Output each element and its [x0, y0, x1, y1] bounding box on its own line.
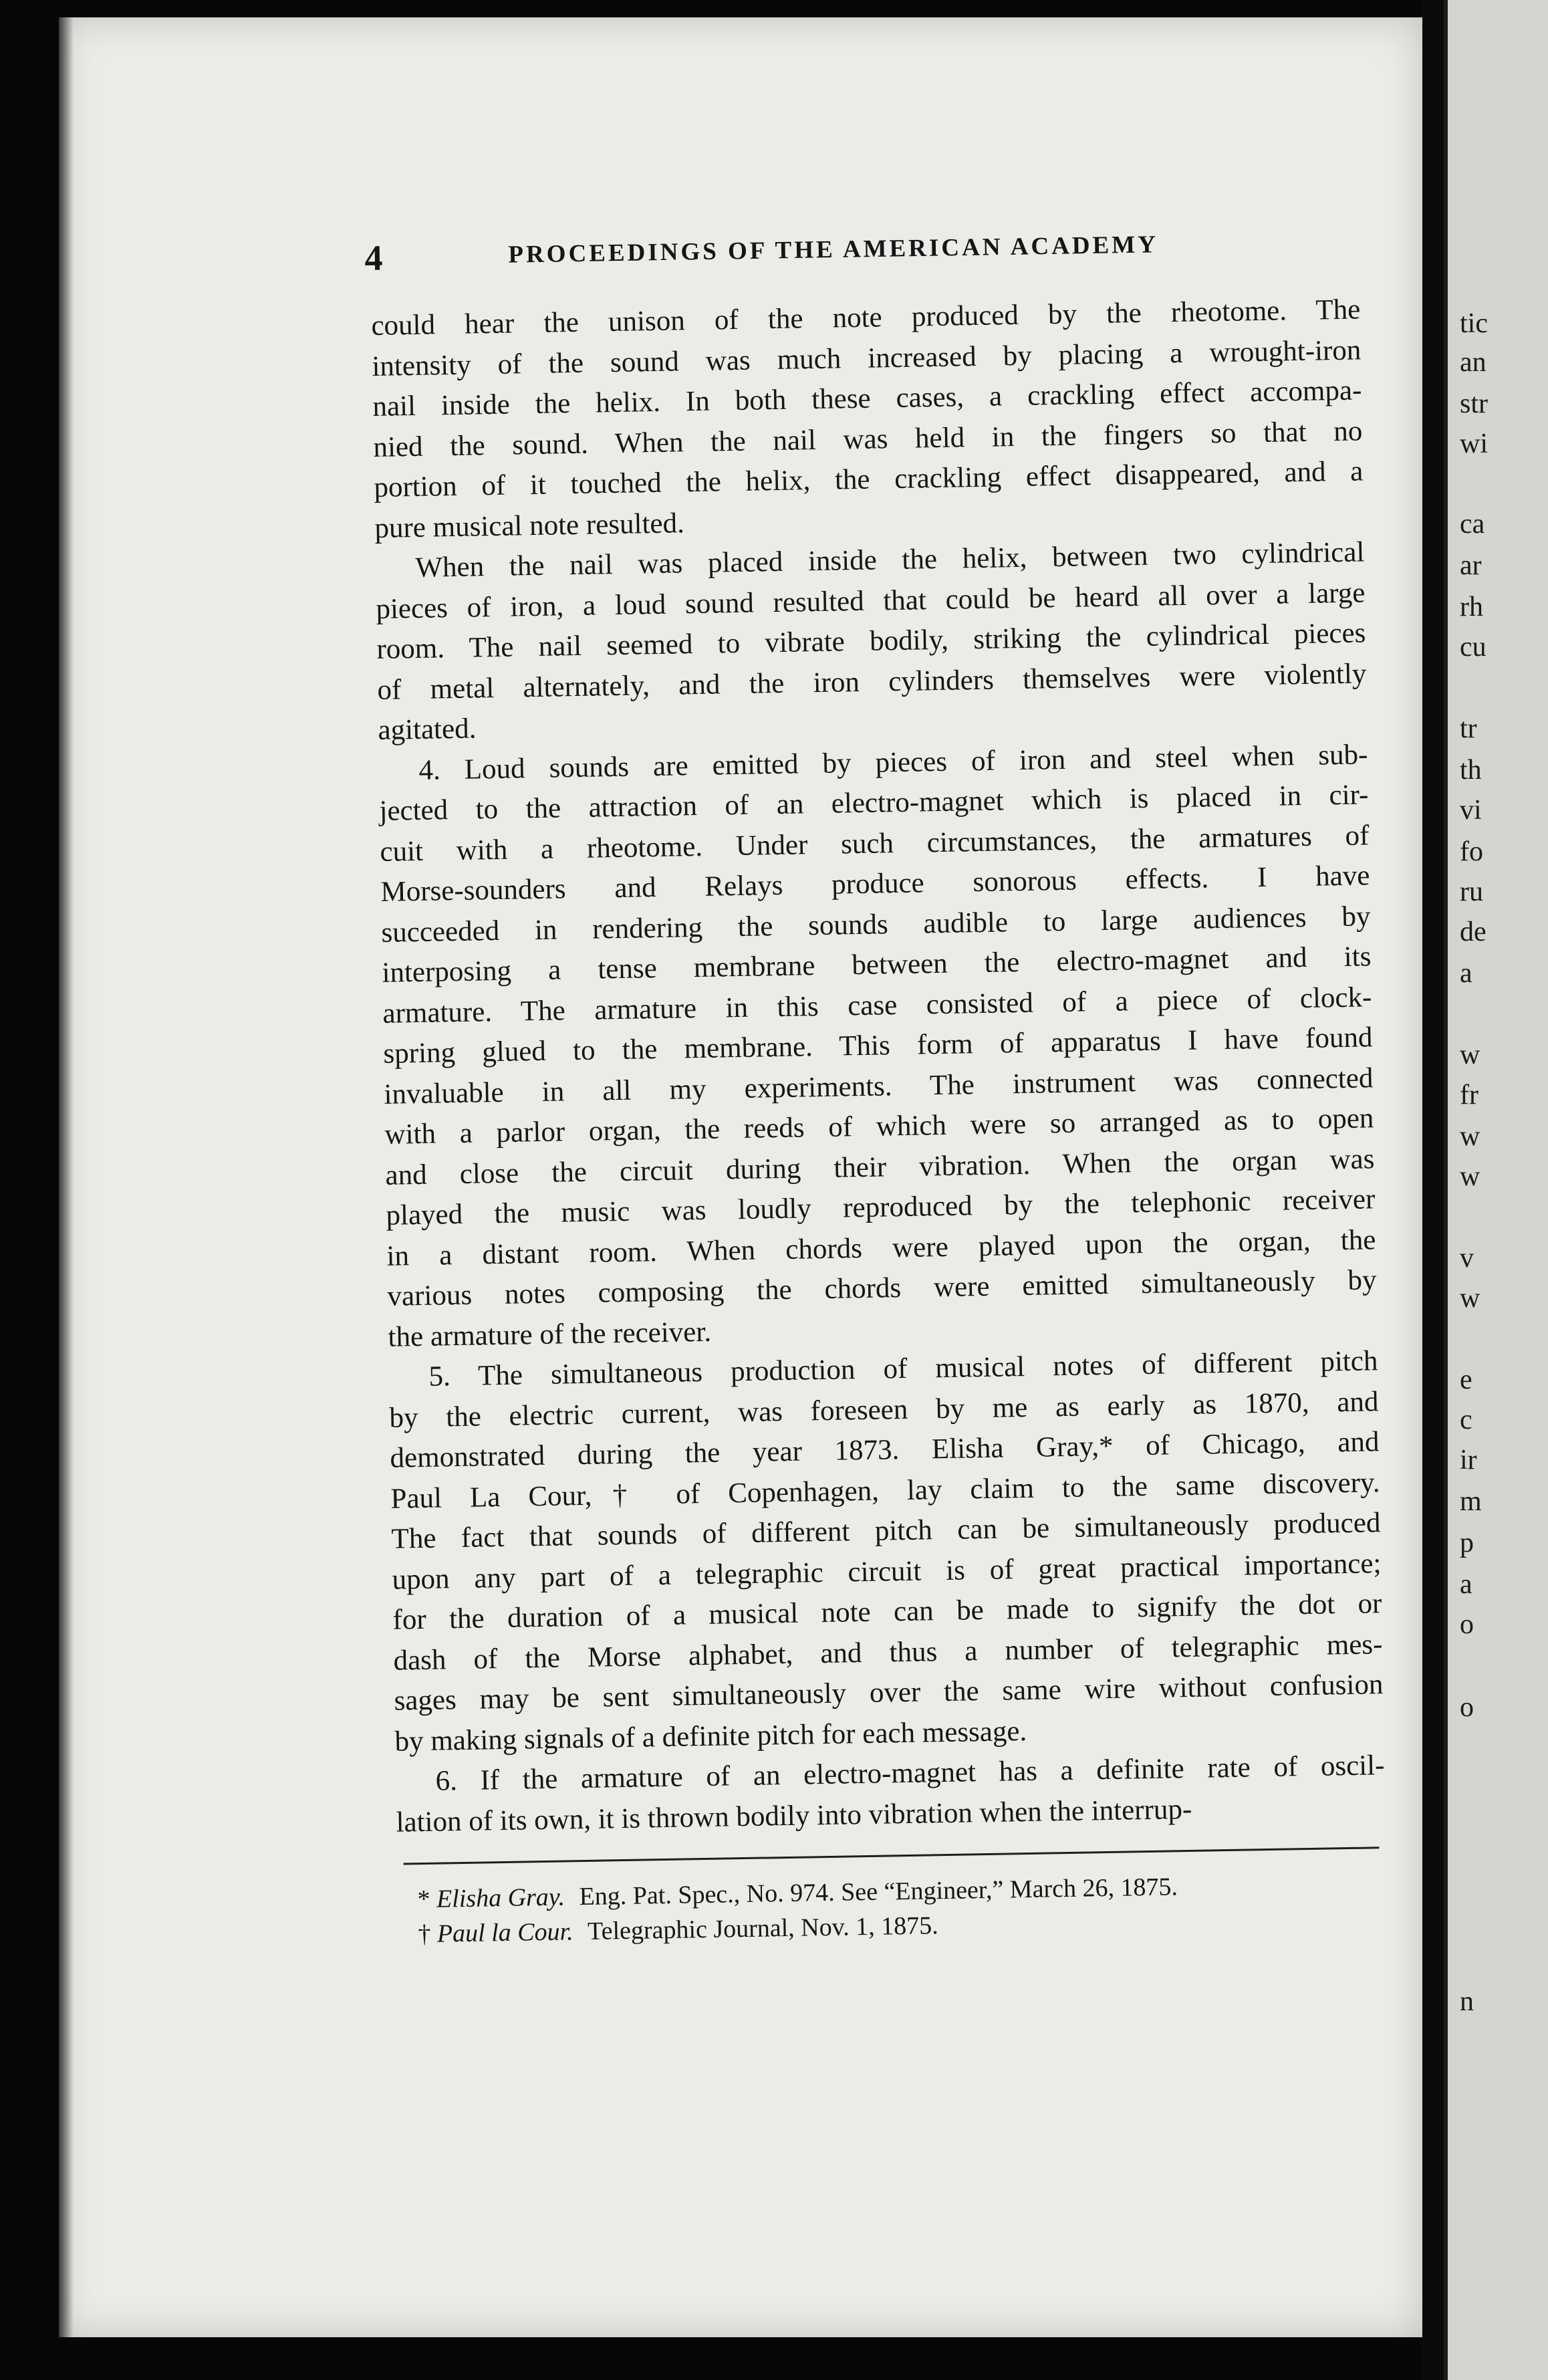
- facing-line-fragment: e: [1460, 1364, 1472, 1395]
- text-line: and close the circuit during their vibration. When the organ was: [385, 1143, 1375, 1191]
- facing-line-fragment: wi: [1460, 429, 1488, 459]
- text-line: When the nail was placed inside the helix, between two cylindrical: [415, 536, 1365, 584]
- facing-line-fragment: rh: [1460, 592, 1483, 622]
- paragraph-4: [388, 1341, 1384, 1762]
- facing-line-fragment: p: [1460, 1528, 1474, 1558]
- facing-line-fragment: o: [1460, 1609, 1474, 1640]
- facing-line-fragment: str: [1460, 388, 1488, 419]
- text-line: room. The nail seemed to vibrate bodily, striking the cylindrical pieces: [376, 617, 1366, 665]
- footnote-rule: [404, 1847, 1380, 1865]
- facing-line-fragment: v: [1460, 1243, 1474, 1274]
- running-head: [364, 224, 1234, 284]
- facing-line-fragment: de: [1460, 917, 1487, 947]
- text-line: in a distant room. When chords were played upon the organ, the: [386, 1223, 1376, 1272]
- text-line: interposing a tense membrane between the electro-magnet and its: [382, 941, 1372, 989]
- text-line: with a parlor organ, the reeds of which were so arranged as to open: [384, 1102, 1374, 1151]
- text-line: cuit with a rheotome. Under such circumstances, the armatures of: [380, 819, 1370, 868]
- footnote-author: Paul la Cour.: [436, 1917, 573, 1948]
- text-line: played the music was loudly reproduced by the telephonic receiver: [386, 1183, 1376, 1231]
- facing-line-fragment: fr: [1460, 1080, 1478, 1110]
- text-line: upon any part of a telegraphic circuit is of great practical importance;: [392, 1547, 1382, 1596]
- facing-line-fragment: a: [1460, 958, 1472, 989]
- text-line: The fact that sounds of different pitch can be simultaneously produced: [391, 1507, 1381, 1555]
- page-edge-shadow: [59, 17, 74, 2337]
- facing-line-fragment: an: [1460, 347, 1487, 378]
- text-line: pieces of iron, a loud sound resulted that could be heard all over a large: [376, 576, 1366, 625]
- text-line: portion of it touched the helix, the crackling effect disappeared, and a: [374, 455, 1364, 503]
- facing-line-fragment: th: [1460, 755, 1482, 786]
- facing-line-fragment: ir: [1460, 1445, 1477, 1475]
- book-page: [59, 17, 1422, 2337]
- facing-line-fragment: w: [1460, 1283, 1480, 1314]
- text-line: 5. The simultaneous production of musical notes of different pitch: [428, 1345, 1378, 1393]
- text-line: succeeded in rendering the sounds audible to large audiences by: [381, 900, 1371, 949]
- footnote-mark: †: [418, 1919, 431, 1949]
- text-line: by the electric current, was foreseen by me as early as 1870, and: [389, 1385, 1379, 1434]
- paragraph-3: [378, 735, 1378, 1358]
- facing-line-fragment: tic: [1460, 308, 1488, 339]
- facing-line-fragment: cu: [1460, 632, 1487, 663]
- text-line: Morse-sounders and Relays produce sonorous effects. I have: [380, 860, 1370, 908]
- text-line: Paul La Cour,† of Copenhagen, lay claim to the same discovery.: [390, 1466, 1380, 1515]
- text-line: sages may be sent simultaneously over the same wire without confusion: [394, 1669, 1384, 1717]
- text-line: nail inside the helix. In both these cases, a crackling effect accompa-: [372, 374, 1362, 423]
- footnote-text: Eng. Pat. Spec., No. 974. See “Engineer,” March 26, 1875.: [579, 1873, 1178, 1911]
- facing-line-fragment: fo: [1460, 836, 1483, 867]
- facing-line-fragment: tr: [1460, 713, 1477, 744]
- text-line: 6. If the armature of an electro-magnet has a definite rate of oscil-: [435, 1750, 1385, 1797]
- text-line: agitated.: [378, 713, 477, 746]
- facing-line-fragment: a: [1460, 1569, 1472, 1600]
- running-title: PROCEEDINGS OF THE AMERICAN ACADEMY: [508, 231, 1159, 269]
- facing-line-fragment: w: [1460, 1040, 1480, 1070]
- facing-line-fragment: n: [1460, 1986, 1474, 2017]
- paragraph-5: [395, 1746, 1386, 1843]
- text-line: of metal alternately, and the iron cylinders themselves were violently: [377, 657, 1367, 706]
- text-line: 4. Loud sounds are emitted by pieces of iron and steel when sub-: [418, 738, 1368, 786]
- facing-line-fragment: w: [1460, 1121, 1480, 1152]
- text-line: intensity of the sound was much increased by placing a wrought-iron: [372, 334, 1362, 382]
- facing-line-fragment: m: [1460, 1486, 1482, 1517]
- footnotes: [397, 1866, 1388, 1952]
- binding-gutter: [1422, 0, 1444, 2380]
- footnote-author: Elisha Gray.: [436, 1883, 565, 1913]
- text-line: dash of the Morse alphabet, and thus a number of telegraphic mes-: [393, 1628, 1383, 1677]
- paragraph-2: [375, 532, 1368, 751]
- text-line: for the duration of a musical note can be made to signify the dot or: [392, 1588, 1382, 1636]
- footnote-text: Telegraphic Journal, Nov. 1, 1875.: [587, 1911, 939, 1945]
- text-line: by making signals of a definite pitch for each message.: [394, 1715, 1027, 1758]
- text-line: jected to the attraction of an electro-magnet which is placed in cir-: [379, 779, 1369, 827]
- text-line: lation of its own, it is thrown bodily into vibration when the interrup-: [396, 1793, 1192, 1838]
- facing-line-fragment: ar: [1460, 550, 1482, 581]
- facing-line-fragment: w: [1460, 1161, 1480, 1192]
- text-line: the armature of the receiver.: [388, 1316, 712, 1353]
- text-line: armature. The armature in this case consisted of a piece of clock-: [382, 981, 1372, 1030]
- body-text: [371, 289, 1388, 1951]
- text-line: pure musical note resulted.: [374, 507, 685, 544]
- facing-line-fragment: ca: [1460, 509, 1485, 540]
- facing-line-fragment: vi: [1460, 795, 1482, 826]
- page-number: 4: [364, 237, 383, 278]
- facing-line-fragment: c: [1460, 1405, 1472, 1435]
- facing-line-fragment: o: [1460, 1692, 1474, 1723]
- text-line: spring glued to the membrane. This form of apparatus I have found: [383, 1022, 1373, 1070]
- footnote-mark: *: [417, 1885, 430, 1914]
- paragraph-1: [371, 289, 1364, 548]
- text-line: nied the sound. When the nail was held in the fingers so that no: [373, 414, 1363, 463]
- text-line: invaluable in all my experiments. The instrument was connected: [384, 1062, 1374, 1110]
- facing-line-fragment: ru: [1460, 876, 1483, 907]
- text-line: demonstrated during the year 1873. Elisha Gray,* of Chicago, and: [390, 1426, 1380, 1474]
- text-line: various notes composing the chords were emitted simultaneously by: [387, 1264, 1377, 1312]
- facing-page-edge: [1444, 0, 1548, 2380]
- text-line: could hear the unison of the note produced by the rheotome. The: [371, 293, 1361, 342]
